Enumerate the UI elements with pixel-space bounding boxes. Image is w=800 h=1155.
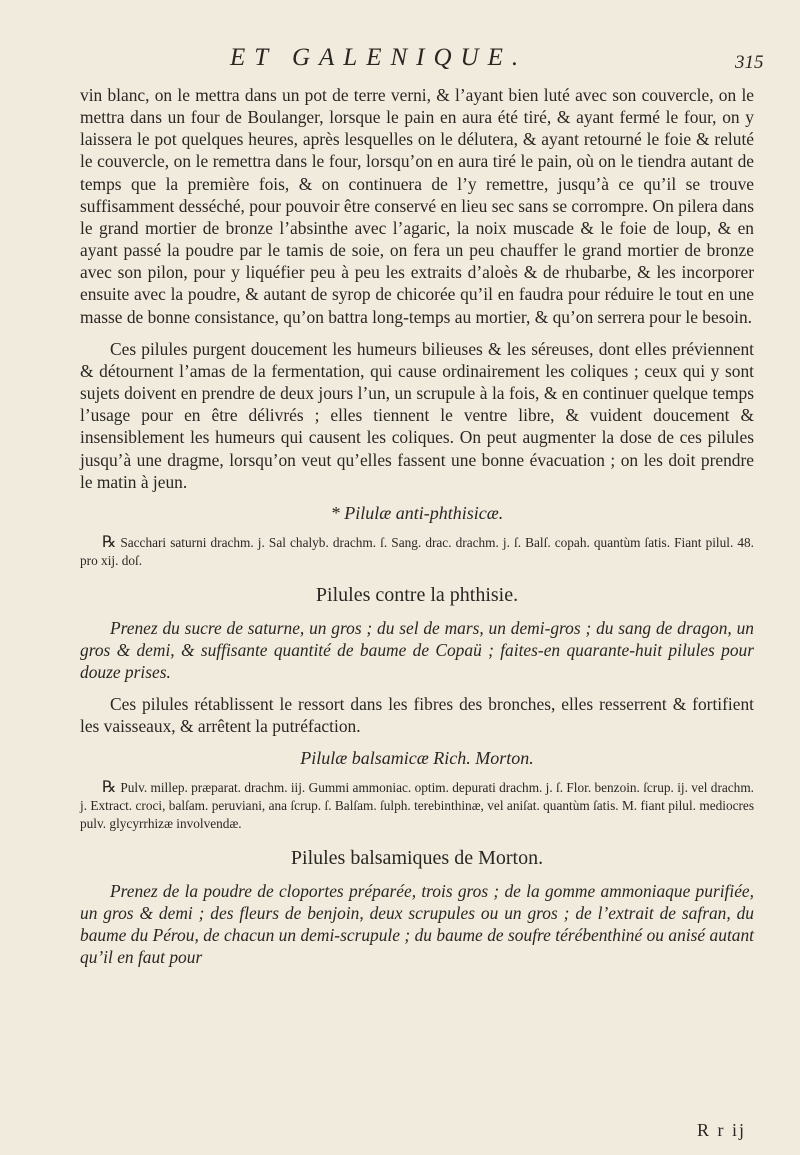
note-phthisie: Ces pilules rétablissent le ressort dans les fibres des bronches, elles resserrent & fortifient les vaisseaux, & arrêtent la putréfaction. <box>80 694 754 737</box>
page-number: 315 <box>735 52 764 73</box>
french-title-phthisie: Pilules contre la phthisie. <box>315 583 519 606</box>
signature-mark: R r ij <box>697 1120 747 1140</box>
french-recipe-morton: Prenez de la poudre de cloportes préparée, trois gros ; de la gomme ammoniaque purifiée, un gros & demi ; des fleurs de benjoin, deux scrupules ou un gros ; de l’extrait de safran, du baume du Pérou, de chacun un demi-scrupule ; du baume de soufre térébenthiné ou anisé autant qu’il en faut pour <box>80 880 754 968</box>
latin-title-antiphthisicae: * Pilulæ anti-phthisicæ. <box>330 502 504 523</box>
running-head: ET GALENIQUE. <box>230 44 528 71</box>
french-title-morton: Pilules balsamiques de Morton. <box>290 846 544 869</box>
paragraph-preparation: vin blanc, on le mettra dans un pot de terre verni, & l’ayant bien luté avec son couvercle, on le mettra dans un four de Boulanger, lorsque le pain en aura été tiré, & ayant fermé le four, on y laissera le pot quelques heures, après lesquelles on le délutera, & ayant retourné le foie & reluté le couvercle, on le remettra dans le four, lorsqu’on en aura tiré le pain, où on le tiendra autant de temps que la première fois, & on continuera de l’y remettre, jusqu’à ce qu’il se trouve suffisamment desséché, pour pouvoir être conservé en lieu sec sans se corrompre. On pilera dans le grand mortier de bronze l’absinthe avec l’agaric, la noix muscade & le foie de loup, & en ayant passé la poudre par le tamis de soie, on fera un peu chauffer le grand mortier de bronze avec son pilon, pour y liquéfier peu à peu les extraits d’aloès & de rhubarbe, & les incorporer ensuite avec la poudre, & autant de syrop de chicorée qu’il en faudra pour réduire le tout en une masse de bonne consistance, qu’on battra long-temps au mortier, & qu’on serrera pour le besoin. <box>80 85 754 327</box>
recipe-symbol-icon: ℞ <box>102 778 117 796</box>
latin-title-balsamicae: Pilulæ balsamicæ Rich. Morton. <box>300 747 534 768</box>
latin-formula-balsamicae <box>80 779 754 833</box>
latin-formula-text: Sacchari saturni drachm. j. Sal chalyb. drachm. ſ. Sang. drac. drachm. j. ſ. Balſ. copah. quantùm ſatis. Fiant pilul. 48. pro xij. doſ. <box>80 534 754 568</box>
page-body <box>80 84 754 968</box>
recipe-symbol-icon: ℞ <box>102 533 117 551</box>
paragraph-effects: Ces pilules purgent doucement les humeurs bilieuses & les séreuses, dont elles préviennent & détournent l’amas de la fermentation, qui cause ordinairement les coliques ; ceux qui y sont sujets doivent en prendre de deux jours l’un, un scrupule à la fois, & en continuer quelque temps l’usage pour en être délivrés ; elles tiennent le ventre libre, & vuident doucement & insensiblement les humeurs qui causent les coliques. On peut augmenter la dose de ces pilules jusqu’à une dragme, lorsqu’on veut qu’elles fassent une bonne évacuation ; on les doit prendre le matin à jeun. <box>80 338 754 492</box>
french-recipe-phthisie: Prenez du sucre de saturne, un gros ; du sel de mars, un demi-gros ; du sang de dragon, un gros & demi, & suffisante quantité de baume de Copaü ; faites-en quarante-huit pilules pour douze prises. <box>80 617 754 683</box>
latin-formula-text: Pulv. millep. præparat. drachm. iij. Gummi ammoniac. optim. depurati drachm. j. ſ. Flor. benzoin. ſcrup. ij. vel drachm. j. Extract. croci, balſam. peruviani, ana ſcrup. ſ. Balſam. ſulph. terebinthinæ, vel aniſat. quantùm ſatis. M. fiant pilul. mediocres pulv. glycyrrhizæ involvendæ. <box>80 779 754 831</box>
page-header <box>0 44 800 84</box>
latin-formula-antiphthisicae <box>80 534 754 570</box>
